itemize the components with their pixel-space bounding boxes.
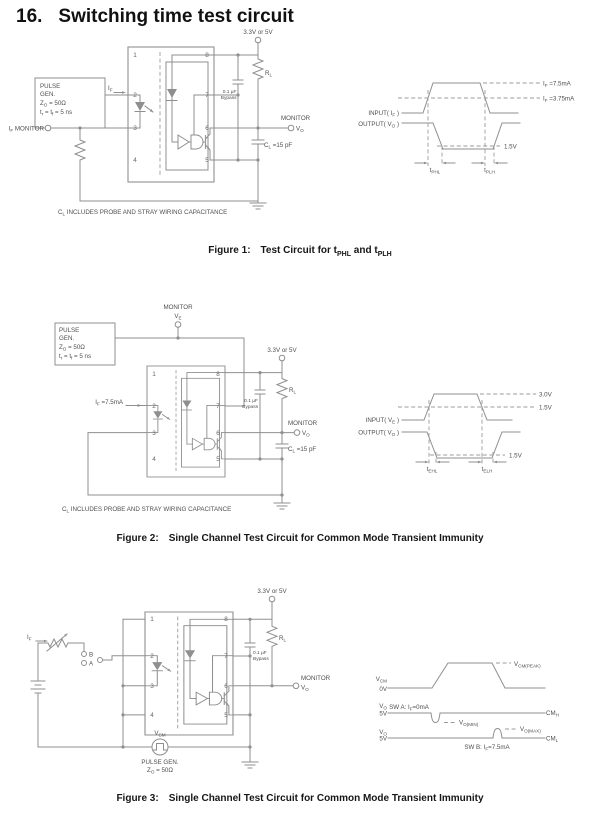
- monitor-label: MONITOR: [288, 420, 318, 427]
- fig3-caption-label: Figure 3:: [116, 793, 159, 804]
- pin-label: 4: [152, 456, 156, 463]
- cl-label: $C_L =15$ pF: [264, 142, 293, 150]
- fig1-waveform: [358, 81, 575, 175]
- wave-input-label: INPUT( $I_F$ ): [368, 110, 399, 118]
- vcm-source: [152, 739, 168, 755]
- load-capacitor: [276, 433, 316, 459]
- pin-label: 1: [133, 52, 137, 59]
- swa-label: SW A: $I_F=0mA$: [389, 704, 429, 712]
- bypass-capacitor: [242, 371, 265, 461]
- pin-label: 6: [216, 430, 220, 437]
- if-source: [27, 634, 145, 747]
- section-title: Switching time test circuit: [58, 6, 294, 27]
- level-if-high: $I_F =7.5mA$: [543, 80, 571, 89]
- pulse-gen-risetime: $t_r = t_f = 5$ ns: [59, 353, 92, 361]
- pulse-gen-impedance: $Z_O = 50\Omega$: [59, 344, 85, 352]
- telh-label: $t_{ELH}$: [481, 466, 493, 474]
- wave-vo-label: $V_O$: [379, 729, 387, 737]
- if-monitor-label: $I_F$ MONITOR: [8, 125, 44, 134]
- bypass-value: 0.1 µF: [222, 90, 237, 95]
- fig3-caption: Figure 3: Single Channel Test Circuit for Common Mode Transient Immunity: [116, 793, 484, 804]
- if-input: [95, 399, 147, 407]
- cl-note: $C_L$ INCLUDES PROBE AND STRAY WIRING CAPACITANCE: [62, 506, 232, 514]
- pin-label: 6: [224, 683, 228, 690]
- vomin-label: $V_{O(MIN)}$: [459, 719, 479, 728]
- swb-label: SW B: $I_F=7.5mA$: [464, 744, 510, 752]
- pin-label: 8: [224, 616, 228, 623]
- monitor-terminal: [294, 430, 300, 436]
- tehl-label: $t_{EHL}$: [426, 466, 438, 474]
- monitor-label: MONITOR: [163, 304, 193, 311]
- fig2-caption: Figure 2: Single Channel Test Circuit for Common Mode Transient Immunity: [116, 533, 484, 544]
- bypass-caption: Bypass: [253, 657, 269, 662]
- pin-label: 1: [150, 616, 154, 623]
- wave-0v-label: 0V: [379, 686, 387, 693]
- monitor-terminal: [288, 125, 294, 131]
- rl-label: $R_L$: [265, 70, 273, 78]
- wave-output-label: OUTPUT( $V_O$ ): [358, 429, 399, 438]
- pulse-generator: [35, 78, 105, 128]
- pin-label: 8: [216, 371, 220, 378]
- monitor-label: MONITOR: [301, 675, 331, 682]
- level-out: 1.5V: [504, 143, 517, 151]
- ground-symbol: [242, 762, 258, 768]
- switch-a-label: A: [89, 660, 94, 668]
- monitor-label: MONITOR: [281, 115, 311, 122]
- fig3-circuit: [27, 588, 331, 775]
- section-number: 16.: [16, 6, 43, 27]
- tplh-label: $t_{PLH}$: [484, 167, 495, 175]
- output-trace: [402, 432, 520, 458]
- ve-monitor: [163, 304, 193, 340]
- pulse-gen-impedance: $Z_O = 50\Omega$: [147, 767, 173, 775]
- pin-label: 1: [152, 371, 156, 378]
- pin-label: 4: [150, 712, 154, 719]
- fig1-caption: Figure 1: Test Circuit for $t_{PHL}$ and $t_{PLH}$: [208, 245, 392, 258]
- fig2-caption-label: Figure 2:: [116, 533, 159, 544]
- output-monitor: [225, 420, 318, 438]
- if-arrow: [108, 85, 126, 94]
- switch-b-label: B: [89, 651, 94, 659]
- supply-terminal: [269, 596, 275, 602]
- level-out: 1.5V: [509, 452, 522, 460]
- telh-marker: [469, 461, 506, 474]
- wave-5v-label: 5V: [379, 735, 387, 743]
- vomax-label: $V_{O(MAX)}$: [520, 726, 541, 734]
- load-resistor: [253, 55, 272, 128]
- pin-label: 2: [133, 92, 137, 99]
- ve-terminal: [175, 322, 181, 328]
- fig3-waveform: [376, 661, 559, 752]
- pulse-gen-risetime: $t_r = t_f = 5$ ns: [40, 109, 73, 117]
- bypass-value: 0.1 µF: [244, 399, 258, 404]
- switch-pole: [98, 658, 103, 663]
- bypass-capacitor: [245, 618, 269, 762]
- pin-label: 2: [152, 403, 156, 410]
- pin-label: 3: [150, 683, 154, 690]
- rl-label: $R_L$: [279, 635, 287, 643]
- bypass-capacitor: [221, 53, 243, 161]
- vo-label: $V_O$: [301, 684, 309, 693]
- switch-contact-b: [82, 652, 87, 657]
- swa-trace: [388, 713, 545, 723]
- if-label: $I_F$: [108, 85, 113, 93]
- vcm-peak-label: $V_{CM(PEAK)}$: [514, 661, 541, 669]
- tphl-marker: [415, 162, 455, 175]
- if-in-label: $I_F =7.5mA$: [95, 399, 123, 407]
- wave-vo-label: $V_O$: [379, 703, 387, 711]
- rl-label: $R_L$: [289, 387, 297, 395]
- pin-label: 7: [205, 92, 209, 99]
- wave-vcm-label: $V_{CM}$: [375, 676, 387, 684]
- pin-label: 7: [224, 653, 228, 660]
- wave-input-label: INPUT( $V_E$ ): [365, 417, 399, 425]
- if-monitor-terminal: [45, 125, 51, 131]
- pulse-gen-line: PULSE: [40, 83, 61, 90]
- pin-label: 2: [150, 653, 154, 660]
- supply-label: 3.3V or 5V: [267, 347, 297, 354]
- pin-label: 5: [224, 712, 228, 719]
- switch-contact-a: [82, 661, 87, 666]
- load-resistor: [267, 619, 286, 686]
- page-title: [16, 6, 294, 28]
- pin-label: 4: [133, 157, 137, 164]
- cl-label: $C_L =15$ pF: [288, 446, 317, 454]
- output-monitor: [214, 115, 311, 133]
- cml-label: $CM_L$: [546, 735, 559, 744]
- bypass-caption: Bypass: [242, 405, 258, 410]
- level-high: 3.0V: [539, 391, 552, 399]
- bypass-caption: Bypass: [220, 96, 237, 101]
- supply-terminal: [255, 37, 261, 43]
- supply-label: 3.3V or 5V: [257, 588, 287, 595]
- level-if-mid: $I_F =3.75mA$: [543, 95, 575, 104]
- fig1-caption-label: Figure 1:: [208, 245, 251, 256]
- cl-note: $C_L$ INCLUDES PROBE AND STRAY WIRING CAPACITANCE: [58, 209, 228, 217]
- tphl-label: $t_{PHL}$: [429, 167, 441, 175]
- pin-label: 3: [133, 125, 137, 132]
- if-label: $I_F$: [27, 634, 32, 642]
- pin-label: 3: [152, 430, 156, 437]
- pulse-generator: [55, 323, 115, 365]
- supply-terminal: [279, 355, 285, 361]
- monitor-terminal: [293, 683, 299, 689]
- pulse-gen-line: GEN.: [40, 91, 56, 98]
- vo-label: $V_O$: [296, 125, 304, 134]
- tehl-marker: [416, 461, 449, 474]
- if-monitor: [9, 125, 128, 201]
- pin-label: 5: [216, 456, 220, 463]
- level-mid: 1.5V: [539, 404, 552, 412]
- fig2-waveform: [358, 392, 552, 474]
- pulse-gen-line: PULSE: [59, 327, 80, 334]
- pin-label: 8: [205, 52, 209, 59]
- wave-5v-label: 5V: [379, 710, 387, 718]
- pulse-gen-line: GEN.: [59, 335, 75, 342]
- if-monitor-resistor: [75, 128, 85, 201]
- ground-symbol: [80, 158, 266, 209]
- ve-label: $V_E$: [174, 313, 182, 321]
- pin-label: 5: [205, 157, 209, 164]
- wave-output-label: OUTPUT( $V_O$ ): [358, 121, 399, 129]
- fig1-circuit: [9, 29, 311, 217]
- supply-label: 3.3V or 5V: [243, 29, 273, 36]
- vcm-pulse-generator: [38, 730, 250, 775]
- output-trace: [402, 123, 520, 149]
- fig2-diagram: [0, 295, 600, 530]
- output-monitor: [233, 675, 331, 692]
- bypass-value: 0.1 µF: [253, 651, 267, 656]
- input-common-wire: [121, 619, 145, 748]
- fig3-diagram: [0, 580, 600, 790]
- battery: [31, 643, 45, 747]
- pin-label: 7: [216, 403, 220, 410]
- vcm-label: $V_{CM}$: [154, 730, 166, 738]
- pulse-gen-line: PULSE GEN.: [141, 759, 179, 766]
- pin-label: 6: [205, 125, 209, 132]
- load-capacitor: [252, 128, 292, 160]
- cmh-label: $CM_H$: [546, 710, 559, 718]
- fig2-circuit: [55, 304, 318, 514]
- pulse-gen-impedance: $Z_O = 50\Omega$: [40, 100, 66, 108]
- vo-label: $V_O$: [302, 430, 310, 438]
- tplh-marker: [472, 162, 507, 175]
- fig1-diagram: [0, 28, 600, 243]
